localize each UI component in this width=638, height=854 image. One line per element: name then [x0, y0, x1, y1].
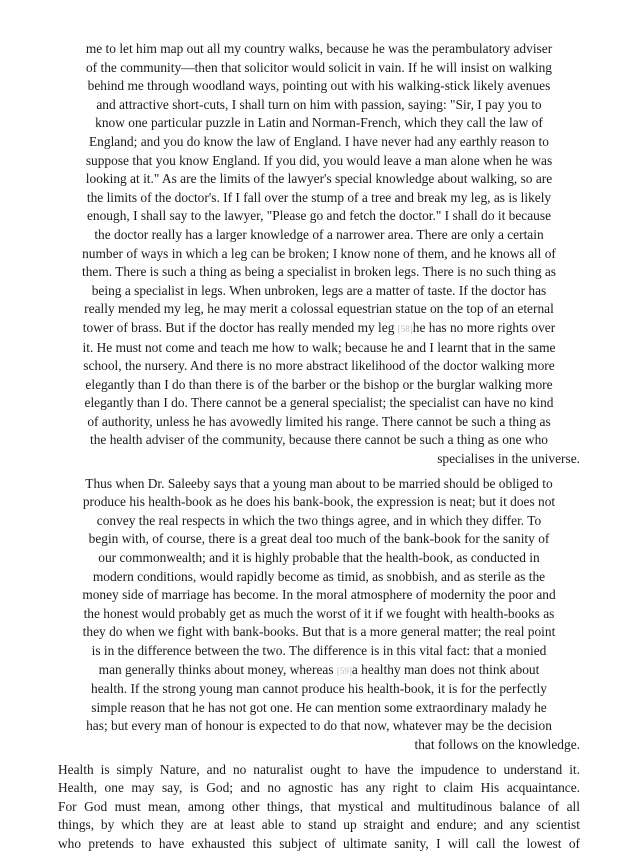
text-line: school, the nursery. And there is no more abstract likelihood of the doctor walking more: [83, 358, 555, 374]
page-reference-59[interactable]: [59]: [336, 665, 352, 676]
text-line: that follows on the knowledge.: [414, 736, 580, 752]
text-line: behind me through woodland ways, pointing out with his walking-stick likely avenues: [87, 78, 551, 94]
text-line: who pretends to have exhausted this subject of ultimate sanity, I will call the lowest of: [58, 835, 580, 851]
text-line: them. There is such a thing as being a specialist in broken legs. There is no such thing as: [81, 264, 557, 280]
text-fragment: tower of brass. But if the doctor has really mended my leg: [82, 319, 398, 335]
text-line: of the community—then that solicitor would solicit in vain. If he will insist on walking: [85, 59, 552, 75]
page-reference-58[interactable]: [58]: [397, 323, 413, 334]
paragraph-health-book: [58, 475, 580, 755]
text-line: know one particular puzzle in Latin and Norman-French, which they call the law of: [95, 115, 543, 131]
text-fragment: he has no more rights over: [412, 319, 556, 335]
document-page: [58, 40, 580, 854]
text-line: it. He must not come and teach me how to walk; because he and I learnt that in the same: [82, 339, 556, 355]
text-line: simple reason that he has not got one. He can mention some extraordinary malady he: [91, 699, 547, 715]
paragraph-walking-specialist: [58, 40, 580, 469]
paragraph-health-nature: [58, 761, 580, 854]
text-line: elegantly than I do than there is of the barber or the bishop or the burglar walking more: [85, 376, 553, 392]
text-line: modern conditions, would rapidly become as timid, as snobbish, and as sterile as the: [92, 568, 546, 584]
text-line: For God must mean, among other things, that mystical and multitudinous balance of all: [58, 798, 580, 814]
text-line: begin with, of course, there is a great deal too much of the bank-book for the sanity of: [88, 531, 550, 547]
text-line: the doctor really has a larger knowledge of a narrower area. There are only a certain: [94, 226, 544, 242]
text-fragment: man generally thinks about money, whereas: [98, 661, 337, 677]
text-line: our commonwealth; and it is highly probable that the health-book, as conducted in: [98, 550, 540, 566]
text-line: suppose that you know England. If you did, you would leave a man alone when he was: [85, 152, 553, 168]
text-line: looking at it." As are the limits of the lawyer's special knowledge about walking, so are: [85, 171, 553, 187]
text-line: Health is simply Nature, and no naturalist ought to have the impudence to understand it.: [58, 761, 580, 777]
text-line: elegantly than I do. There cannot be a general specialist; the specialist can have no kind: [84, 395, 554, 411]
text-line: health. If the strong young man cannot produce his health-book, it is for the perfectly: [91, 681, 547, 697]
text-line: Thus when Dr. Saleeby says that a young man about to be married should be obliged to: [85, 475, 553, 491]
text-line: me to let him map out all my country walks, because he was the perambulatory adviser: [85, 41, 553, 56]
text-line: number of ways in which a leg can be broken; I know none of them, and he knows all of: [82, 245, 556, 261]
text-line: England; and you do know the law of England. I have never had any earthly reason to: [89, 133, 549, 149]
text-line: they do when we fight with bank-books. But that is a more general matter; the real point: [82, 624, 556, 640]
text-line: produce his health-book as he does his bank-book, the expression is neat; but it does not: [82, 494, 556, 510]
text-fragment: a healthy man does not think about: [351, 661, 540, 677]
text-line: the honest would probably get as much the worst of it if we fought with health-books as: [83, 605, 555, 621]
text-line: money side of marriage has become. In the moral atmosphere of modernity the poor and: [82, 587, 556, 603]
text-line: Health, one may say, is God; and no agnostic has any right to claim His acquaintance.: [58, 780, 580, 796]
text-line: convey the real respects in which the two things agree, and in which they differ. To: [96, 512, 542, 528]
text-line: has; but every man of honour is expected to do that now, whatever may be the decision: [86, 718, 552, 734]
text-line: specialises in the universe.: [437, 451, 580, 467]
text-line: and attractive short-cuts, I shall turn on him with passion, saying: "Sir, I pay you to: [96, 96, 542, 112]
text-line: [58, 661, 580, 681]
text-line: things, by which they are at least able to stand up straight and endure; and any scientist: [58, 817, 580, 833]
text-line: is in the difference between the two. The difference is in this vital fact: that a monied: [91, 643, 547, 658]
text-line: really mended my leg, he may merit a colossal equestrian statue on the top of an eternal: [84, 301, 554, 317]
text-line: enough, I shall say to the lawyer, "Please go and fetch the doctor." I shall do it because: [86, 208, 552, 224]
text-line: of authority, unless he has avowedly limited his range. There cannot be such a thing as: [87, 413, 551, 429]
text-line: being a specialist in legs. When unbroken, legs are a matter of taste. If the doctor has: [91, 282, 547, 298]
text-line: the limits of the doctor's. If I fall over the stump of a tree and break my leg, as is likely: [86, 189, 552, 205]
text-line: the health adviser of the community, because there cannot be such a thing as one who: [90, 432, 548, 448]
text-line: [58, 319, 580, 339]
